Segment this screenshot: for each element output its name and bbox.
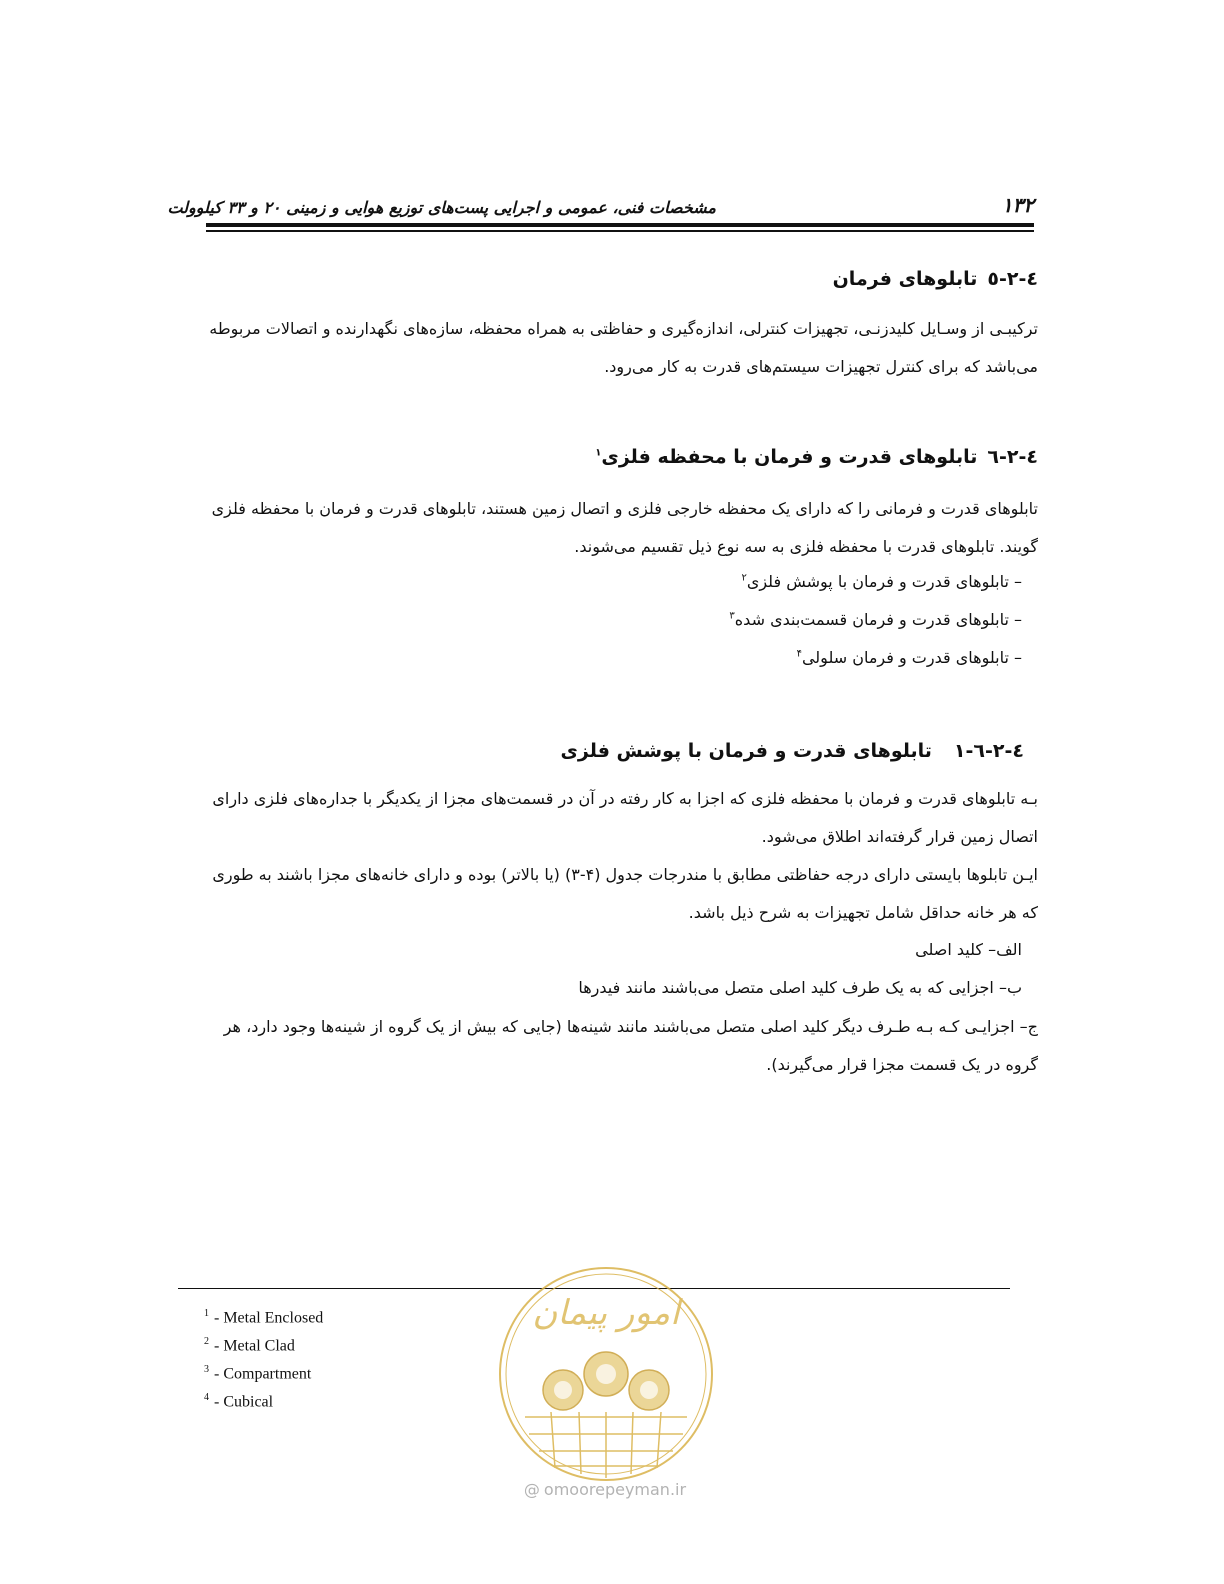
list-item: – تابلوهای قدرت و فرمان با پوشش فلزی$^۲$ <box>741 572 1022 591</box>
paragraph-line: تابلوهای قدرت و فرمانی را که دارای یک محفظه خارجی فلزی و اتصال زمین هستند، تابلوهای قدرت و فرمان با محفظه فلزی <box>211 499 1038 518</box>
footnote-4: $^4$ - Cubical <box>204 1392 274 1411</box>
footnote-ref: ۱ <box>595 447 602 459</box>
paragraph-line: که هر خانه حداقل شامل تجهیزات به شرح ذیل باشد. <box>688 903 1038 922</box>
page-number: ۱۳۲ <box>1001 193 1034 217</box>
section-number: ٤-٢-٦-١ <box>953 740 1024 762</box>
section-title: تابلوهای قدرت و فرمان با پوشش فلزی <box>560 740 932 762</box>
footnote-2: $^2$ - Metal Clad <box>204 1336 295 1355</box>
paragraph-line: بـه تابلوهای قدرت و فرمان با محفظه فلزی که اجزا به کار رفته در آن در قسمت‌های مجزا از یکدیگر با جداره‌های فلزی دارای <box>212 789 1038 808</box>
footnote-3: $^3$ - Compartment <box>204 1364 312 1383</box>
list-item-alef: الف– کلید اصلی <box>915 940 1022 959</box>
paragraph-line: ج– اجزایـی کـه بـه طـرف دیگر کلید اصلی متصل می‌باشند مانند شینه‌ها (جایی که بیش از یک گروه از شینه‌ها وجود دارد، هر <box>223 1017 1038 1036</box>
section-heading-4-2-5 <box>200 268 1038 290</box>
header-rule-thin <box>206 230 1034 232</box>
header-rule-thick <box>206 223 1034 227</box>
watermark-url: @ omoorepeyman.ir <box>523 1480 687 1499</box>
watermark-seal-logo <box>495 1262 717 1486</box>
footnote-ref: ۴ <box>796 648 802 660</box>
section-title: تابلوهای قدرت و فرمان با محفظه فلزی <box>601 446 978 468</box>
paragraph-line: گویند. تابلوهای قدرت با محفظه فلزی به سه نوع ذیل تقسیم می‌شوند. <box>574 537 1038 556</box>
section-number: ٤-٢-٥ <box>987 268 1038 290</box>
paragraph-line: ایـن تابلوها بایستی دارای درجه حفاظتی مطابق با مندرجات جدول (۴-۳) (یا بالاتر) بوده و دارای خانه‌های مجزا باشند به طوری <box>212 865 1038 884</box>
paragraph-line: می‌باشد که برای کنترل تجهیزات سیستم‌های قدرت به کار می‌رود. <box>604 357 1038 376</box>
section-number: ٤-٢-٦ <box>987 446 1038 468</box>
paragraph-4-2-6 <box>200 490 1038 566</box>
footnote-ref: ۲ <box>741 572 747 584</box>
paragraph-4-2-6-1-a <box>200 780 1038 856</box>
paragraph-4-2-5 <box>200 310 1038 386</box>
list-item-jim <box>200 1008 1038 1084</box>
paragraph-line: ترکیبـی از وسـایل کلیدزنـی، تجهیزات کنترلی، اندازه‌گیری و حفاظتی به همراه محفظه، سازه‌های نگهدارنده و اتصالات مربوطه <box>209 319 1038 338</box>
footnote-ref: ۳ <box>729 610 735 622</box>
paragraph-line: گروه در یک قسمت مجزا قرار می‌گیرند). <box>766 1055 1038 1074</box>
paragraph-line: اتصال زمین قرار گرفته‌اند اطلاق می‌شود. <box>761 827 1038 846</box>
list-item: – تابلوهای قدرت و فرمان قسمت‌بندی شده$^۳$ <box>729 610 1022 629</box>
section-heading-4-2-6-1 <box>200 740 1024 762</box>
footnote-1: $^1$ - Metal Enclosed <box>204 1308 324 1327</box>
list-item: – تابلوهای قدرت و فرمان سلولی$^۴$ <box>796 648 1022 667</box>
svg-text:امور پیمان: امور پیمان <box>532 1293 680 1333</box>
running-header-title: مشخصات فنی، عمومی و اجرایی پست‌های توزیع هوایی و زمینی ۲۰ و ۳۳ کیلوولت <box>167 198 716 217</box>
section-heading-4-2-6 <box>200 446 1038 468</box>
paragraph-4-2-6-1-b <box>200 856 1038 932</box>
section-title: تابلوهای فرمان <box>832 268 978 290</box>
list-item-be: ب– اجزایی که به یک طرف کلید اصلی متصل می‌باشند مانند فیدرها <box>578 978 1022 997</box>
